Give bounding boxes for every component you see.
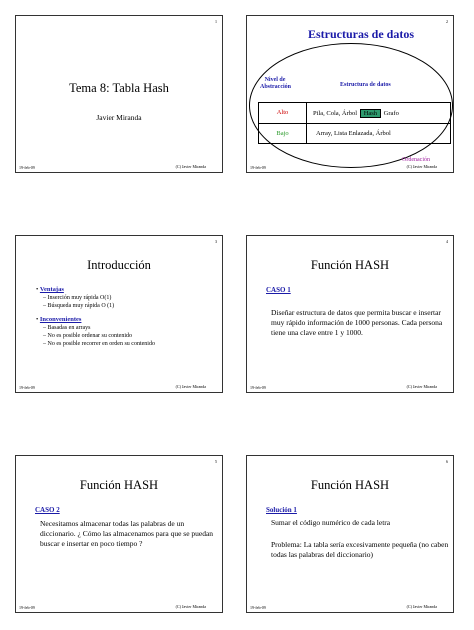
slide-date: 19-feb-09 [19, 605, 35, 610]
slide-copyright: (C) Javier Miranda [175, 384, 206, 389]
slide-date: 19-feb-09 [250, 605, 266, 610]
level-header: Nivel de Abstracción [260, 77, 291, 90]
slide-copyright: (C) Javier Miranda [406, 164, 437, 169]
list-item: – Inserción muy rápida O(1) [43, 295, 112, 301]
structures-text: Pila, Cola, Árbol [313, 110, 358, 117]
problem-text: Problema: La tabla sería excesivamente pequeña (no caben todas las palabras del diccionario) [271, 540, 449, 559]
slide-title: Función HASH [310, 478, 390, 492]
hash-highlight: Hash [360, 109, 381, 118]
slide-number: 3 [215, 239, 217, 244]
table-row [259, 124, 450, 145]
solution-heading: Solución 1 [266, 506, 297, 514]
slide-3 [15, 235, 223, 393]
level-alto: Alto [276, 109, 289, 116]
slide-title: Función HASH [310, 258, 390, 272]
slide-number: 6 [446, 459, 448, 464]
solution-text: Sumar el código numérico de cada letra [271, 518, 391, 527]
slide-title: Estructuras de datos [307, 27, 414, 41]
slide-4 [246, 235, 454, 393]
list-item: – No es posible ordenar su contenido [43, 333, 132, 339]
bullet-heading: Inconvenientes [39, 316, 82, 323]
slide-copyright: (C) Javier Miranda [175, 164, 206, 169]
slide-number: 1 [215, 19, 217, 24]
list-item: – Búsqueda muy rápida O (1) [43, 303, 115, 309]
slide-copyright: (C) Javier Miranda [175, 604, 206, 609]
structures-text: Grafo [383, 110, 399, 117]
slide-number: 2 [446, 19, 448, 24]
slide-copyright: (C) Javier Miranda [406, 384, 437, 389]
slide-date: 19-feb-09 [19, 165, 35, 170]
slide-number: 4 [446, 239, 448, 244]
slide-title: Introducción [87, 258, 151, 272]
levels-table [258, 102, 451, 144]
structures-bajo: Array, Lista Enlazada, Árbol [316, 130, 391, 137]
table-divider [306, 103, 307, 143]
case-heading: CASO 1 [266, 286, 291, 294]
case-text: Diseñar estructura de datos que permita buscar e insertar muy rápido información de 1000 personas. Cada persona tiene una clave entre 1 y 1000. [271, 308, 443, 337]
ordering-label: Ordenación [402, 157, 430, 163]
bullet-heading: Ventajas [39, 286, 64, 293]
slide-date: 19-feb-09 [250, 385, 266, 390]
bullet-inconvenientes: • Inconvenientes [36, 316, 82, 323]
bullet-list [36, 286, 155, 348]
list-item: – Basadas en arrays [43, 325, 91, 331]
slide-title: Función HASH [79, 478, 159, 492]
level-bajo: Bajo [276, 130, 289, 137]
slide-5 [15, 455, 223, 613]
slide-number: 5 [215, 459, 217, 464]
structure-header: Estructura de datos [340, 82, 391, 88]
slide-1 [15, 15, 223, 173]
slide-title: Tema 8: Tabla Hash [69, 81, 169, 95]
slide-2 [246, 15, 454, 173]
structures-alto [313, 109, 399, 118]
slide-date: 19-feb-09 [250, 165, 266, 170]
bullet-ventajas: • Ventajas [36, 286, 64, 293]
slide-date: 19-feb-09 [19, 385, 35, 390]
list-item: – No es posible recorrer en orden su contenido [43, 341, 155, 347]
slide-copyright: (C) Javier Miranda [406, 604, 437, 609]
slide-6 [246, 455, 454, 613]
author: Javier Miranda [96, 113, 142, 122]
case-heading: CASO 2 [35, 506, 60, 514]
table-row [259, 103, 450, 124]
case-text: Necesitamos almacenar todas las palabras de un diccionario. ¿ Cómo las almacenamos para que se puedan buscar e insertar en poco tiempo ? [40, 519, 214, 548]
